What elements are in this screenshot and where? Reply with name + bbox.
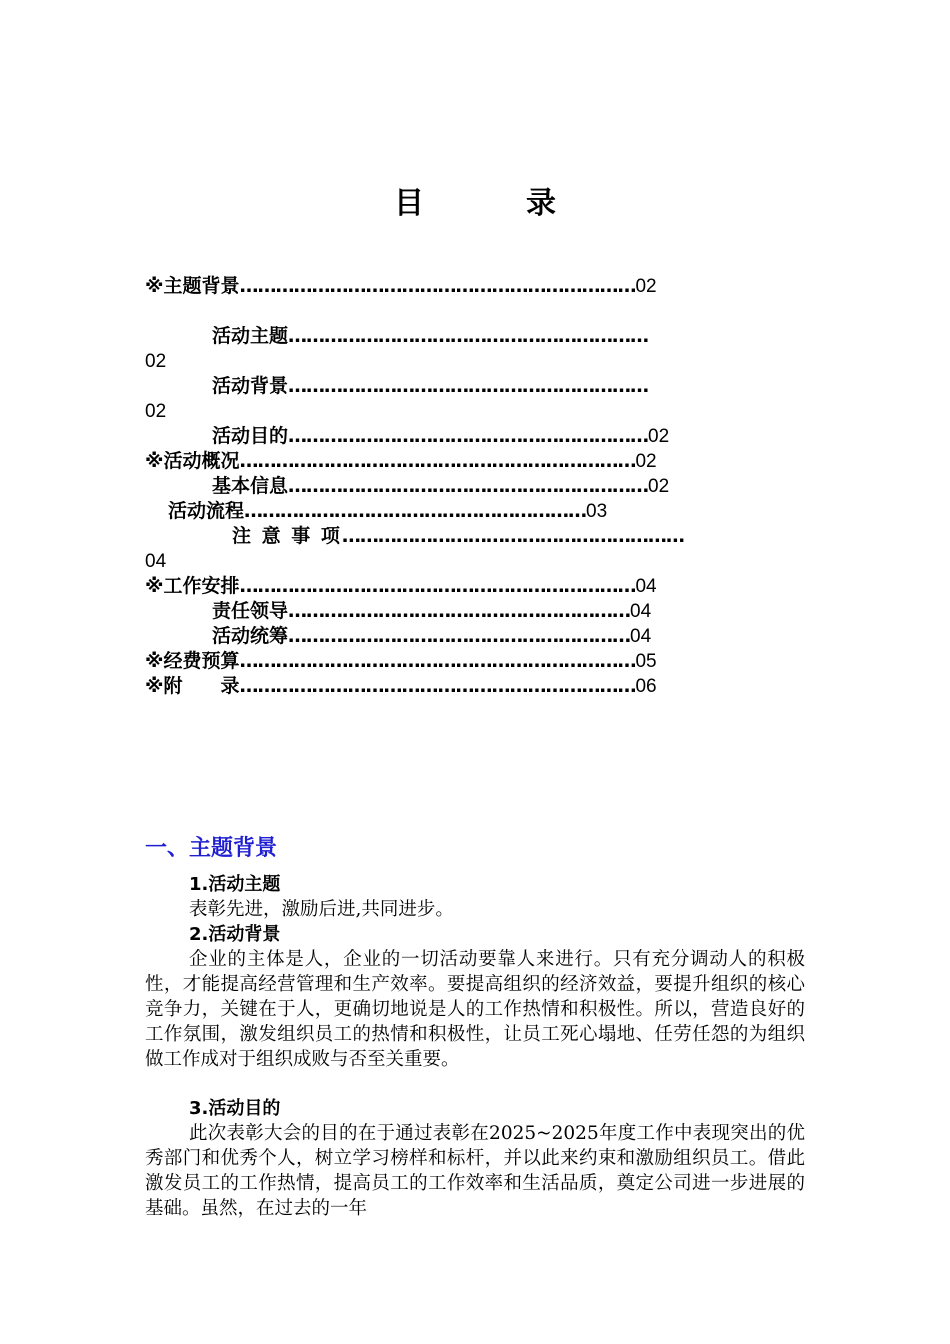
toc-page-number: 02 xyxy=(635,276,657,297)
paragraph-purpose: 此次表彰大会的目的在于通过表彰在2025~2025年度工作中表现突出的优秀部门和优秀个人，树立学习榜样和标杆，并以此来约束和激励组织员工。借此激发员工的工作热情，提高员工的工作效率和生活品质，奠定公司进一步进展的基础。虽然，在过去的一年 xyxy=(145,1123,805,1219)
toc-page-number: 02 xyxy=(145,351,167,372)
toc-leader-dots: …………………………………………………… xyxy=(288,425,649,447)
toc-item-budget[interactable] xyxy=(145,649,657,674)
toc-leader-dots: ………………………………………………… xyxy=(244,500,587,522)
toc-item-responsible-leader[interactable] xyxy=(212,599,651,624)
toc-item-label: 活动主题 xyxy=(212,325,289,347)
toc-item-activity-purpose[interactable] xyxy=(212,424,669,449)
toc-item-label: ※经费预算 xyxy=(145,650,240,672)
toc-item-label: 注 意 事 项 xyxy=(232,525,342,547)
toc-leader-dots: …………………………………………………… xyxy=(288,325,649,347)
toc-leader-dots: ………………………………………………………… xyxy=(239,650,636,672)
toc-item-label: 活动背景 xyxy=(212,375,289,397)
toc-leader-dots: ………………………………………………………… xyxy=(239,275,636,297)
toc-leader-dots: ………………………………………………… xyxy=(288,625,631,647)
toc-item-label: 活动目的 xyxy=(212,425,289,447)
toc-page-number: 05 xyxy=(635,651,657,672)
toc-item-activity-background[interactable] xyxy=(212,374,648,399)
toc-item-label: 基本信息 xyxy=(212,475,289,497)
toc-leader-dots: ………………………………………………………… xyxy=(239,450,636,472)
toc-item-activity-overview[interactable] xyxy=(145,449,657,474)
toc-leader-dots: ………………………………………………………… xyxy=(239,675,636,697)
toc-item-theme-background[interactable] xyxy=(145,274,657,299)
toc-leader-dots: ………………………………………………… xyxy=(341,525,684,547)
toc-page-number: 04 xyxy=(145,551,167,572)
toc-page-number: 06 xyxy=(635,676,657,697)
toc-page-number: 02 xyxy=(145,401,167,422)
toc-page-number: 04 xyxy=(630,601,652,622)
toc-item-notes[interactable] xyxy=(232,524,684,549)
toc-page-number: 02 xyxy=(648,426,670,447)
toc-item-activity-coordination[interactable] xyxy=(212,624,651,649)
toc-page-number: 02 xyxy=(635,451,657,472)
paragraph-background: 企业的主体是人，企业的一切活动要靠人来进行。只有充分调动人的积极性，才能提高经营管理和生产效率。要提高组织的经济效益，要提升组织的核心竞争力，关键在于人，更确切地说是人的工作热情和积极性。所以，营造良好的工作氛围，激发组织员工的热情和积极性，让员工死心塌地、任劳任怨的为组织做工作成对于组织成败与否至关重要。 xyxy=(145,949,805,1070)
toc-item-label: 活动流程 xyxy=(168,500,245,522)
toc-item-label: ※附 录 xyxy=(145,675,240,697)
toc-item-label: 活动统筹 xyxy=(212,625,289,647)
toc-item-activity-flow[interactable] xyxy=(168,499,607,524)
toc-leader-dots: …………………………………………………… xyxy=(288,475,649,497)
toc-item-label: 责任领导 xyxy=(212,600,289,622)
toc-item-appendix[interactable] xyxy=(145,674,657,699)
toc-leader-dots: ………………………………………………… xyxy=(288,600,631,622)
toc-item-activity-theme[interactable] xyxy=(212,324,648,349)
subsection-heading-purpose: 3.活动目的 xyxy=(189,1098,281,1119)
toc-page-number: 04 xyxy=(635,576,657,597)
toc-item-label: ※主题背景 xyxy=(145,275,240,297)
toc-page-number: 04 xyxy=(630,626,652,647)
toc-item-label: ※活动概况 xyxy=(145,450,240,472)
section-heading: 一、主题背景 xyxy=(145,836,278,861)
toc-page-number: 02 xyxy=(648,476,670,497)
subsection-heading-theme: 1.活动主题 xyxy=(189,874,281,895)
toc-leader-dots: …………………………………………………… xyxy=(288,375,649,397)
toc-title: 目 录 xyxy=(394,186,592,221)
paragraph-theme: 表彰先进，激励后进,共同进步。 xyxy=(189,899,454,920)
toc-item-label: ※工作安排 xyxy=(145,575,240,597)
toc-leader-dots: ………………………………………………………… xyxy=(239,575,636,597)
subsection-heading-background: 2.活动背景 xyxy=(189,924,281,945)
toc-item-basic-info[interactable] xyxy=(212,474,669,499)
toc-page-number: 03 xyxy=(586,501,608,522)
toc-item-work-arrangement[interactable] xyxy=(145,574,657,599)
